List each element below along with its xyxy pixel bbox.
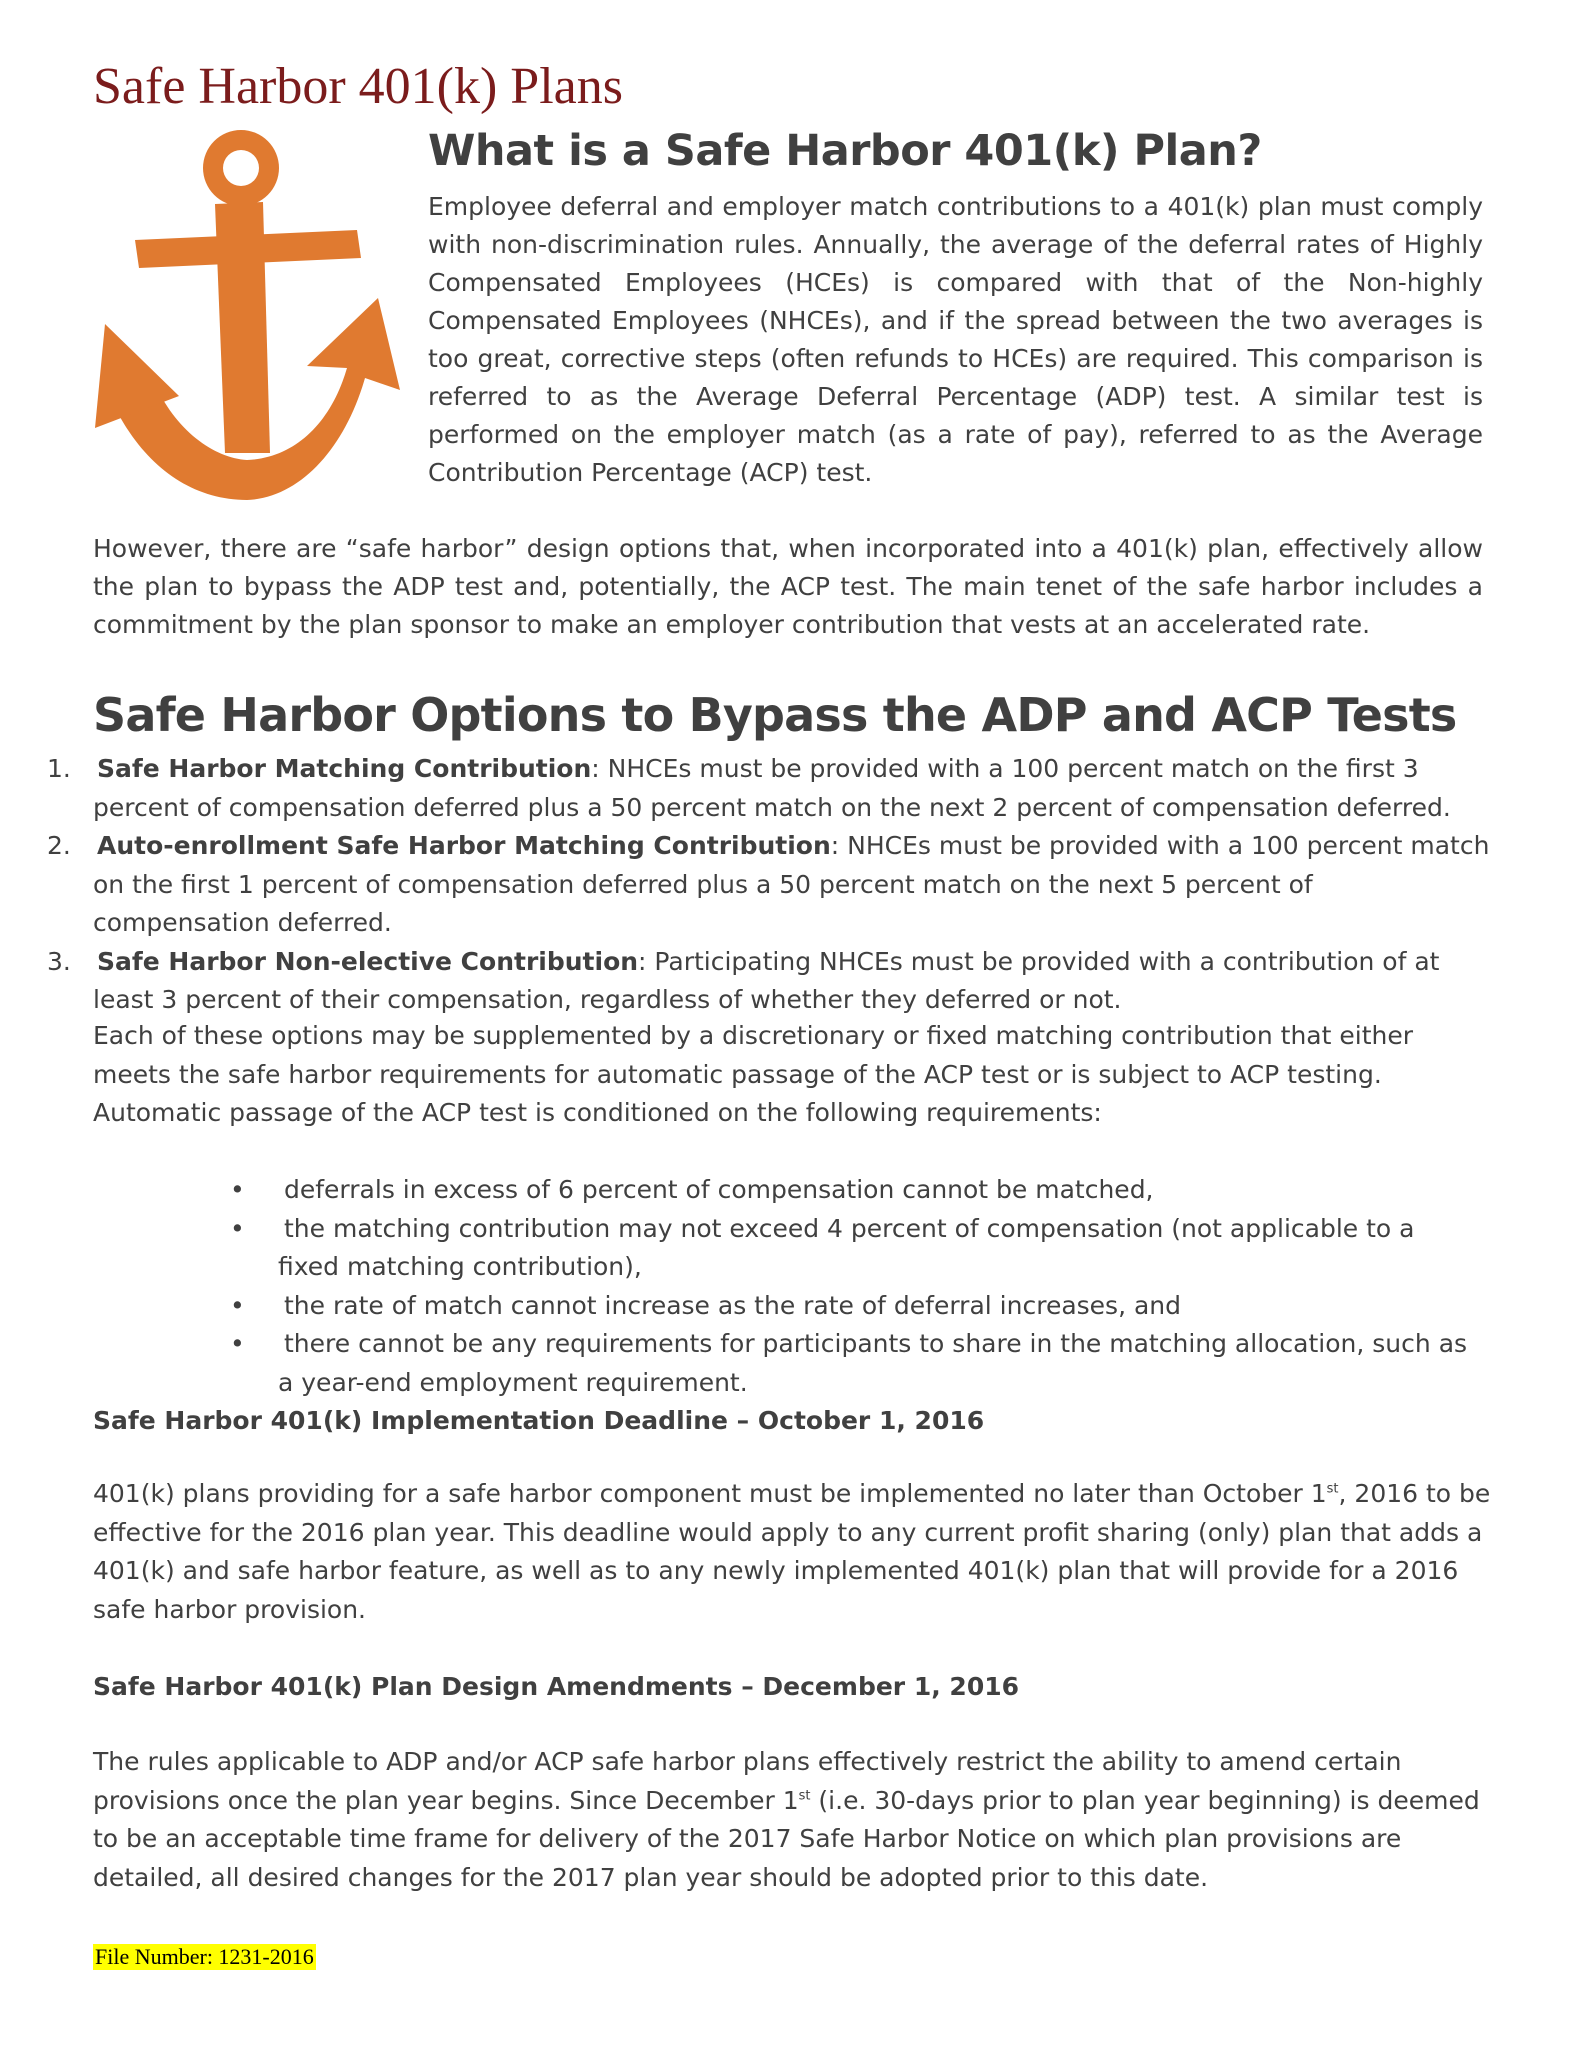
amendments-text-b: (i.e. 30-days prior to plan year beginning) is deemed to be an acceptable time frame for delivery of the 2017 Safe Harbor Notice on which plan provisions are detailed, all desired changes for the 2017 plan year should be adopted prior to this date.	[93, 1785, 1480, 1892]
anchor-icon	[95, 128, 405, 503]
requirement-text: the rate of match cannot increase as the rate of deferral increases, and	[284, 1290, 1181, 1320]
ordinal-suffix: st	[798, 1788, 811, 1804]
requirements-list	[230, 1171, 1470, 1402]
bullet-icon: •	[230, 1175, 245, 1204]
option-body	[93, 943, 1493, 1020]
option-name: Safe Harbor Non-elective Contribution	[97, 946, 639, 976]
option-item	[47, 827, 1493, 943]
option-text: : NHCEs must be provided with a 100 percent match on the first 1 percent of compensation deferred plus a 50 percent match on the next 5 percent of compensation deferred.	[93, 831, 1490, 937]
implementation-heading: Safe Harbor 401(k) Implementation Deadline – October 1, 2016	[93, 1406, 985, 1435]
implementation-paragraph	[93, 1475, 1493, 1629]
requirement-item	[230, 1210, 1470, 1287]
what-is-paragraph: Employee deferral and employer match contributions to a 401(k) plan must comply with non-discrimination rules. Annually, the average of the deferral rates of Highly Compensated Employees (HCEs) is compared with that of the Non-highly Compensated Employees (NHCEs), and if the spread between the two averages is too great, corrective steps (often refunds to HCEs) are required. This comparison is referred to as the Average Deferral Percentage (ADP) test. A similar test is performed on the employer match (as a rate of pay), referred to as the Average Contribution Percentage (ACP) test.	[428, 192, 1483, 487]
requirement-item	[230, 1287, 1470, 1326]
option-text: : NHCEs must be provided with a 100 percent match on the first 3 percent of compensation deferred plus a 50 percent match on the next 2 percent of compensation deferred.	[93, 754, 1451, 822]
option-body	[93, 827, 1493, 943]
amendments-paragraph	[93, 1743, 1493, 1897]
amendments-heading: Safe Harbor 401(k) Plan Design Amendments – December 1, 2016	[93, 1672, 1020, 1701]
bullet-icon: •	[230, 1329, 245, 1358]
requirement-item	[230, 1325, 1470, 1402]
safe-harbor-intro-paragraph: However, there are “safe harbor” design options that, when incorporated into a 401(k) plan, effectively allow the plan to bypass the ADP test and, potentially, the ACP test. The main tenet of the safe harbor includes a commitment by the plan sponsor to make an employer contribution that vests at an accelerated rate.	[93, 534, 1483, 639]
option-item	[47, 750, 1493, 827]
implementation-text-a: 401(k) plans providing for a safe harbor component must be implemented no later than October 1	[93, 1479, 1327, 1508]
implementation-text-b: , 2016 to be effective for the 2016 plan year. This deadline would apply to any current profit sharing (only) plan that adds a 401(k) and safe harbor feature, as well as to any newly implemented 401(k) plan that will provide for a 2016 safe harbor provision.	[93, 1479, 1491, 1624]
requirement-item	[230, 1171, 1470, 1210]
option-name: Safe Harbor Matching Contribution	[97, 754, 592, 783]
option-text: : Participating NHCEs must be provided with a contribution of at least 3 percent of their compensation, regardless of whether they deferred or not.	[93, 946, 1440, 1014]
options-list	[47, 750, 1493, 1020]
options-heading: Safe Harbor Options to Bypass the ADP and ACP Tests	[93, 688, 1457, 742]
requirement-text: deferrals in excess of 6 percent of compensation cannot be matched,	[284, 1175, 1154, 1204]
document-title: Safe Harbor 401(k) Plans	[93, 58, 623, 115]
option-body	[93, 750, 1493, 827]
amendments-text-a: The rules applicable to ADP and/or ACP safe harbor plans effectively restrict the ability to amend certain provisions once the plan year begins. Since December 1	[93, 1747, 1402, 1815]
option-name: Auto-enrollment Safe Harbor Matching Contribution	[97, 831, 831, 860]
option-number: 3.	[47, 946, 71, 976]
option-number: 2.	[47, 831, 71, 860]
option-number: 1.	[47, 754, 71, 783]
bullet-icon: •	[230, 1290, 245, 1320]
bullet-icon: •	[230, 1213, 245, 1243]
file-number: File Number: 1231-2016	[95, 1944, 314, 1969]
requirement-text: there cannot be any requirements for participants to share in the matching allocation, such as a year-end employment requirement.	[278, 1329, 1468, 1397]
supplement-paragraph: Each of these options may be supplemented by a discretionary or fixed matching contribution that either meets the safe harbor requirements for automatic passage of the ACP test or is subject to ACP testing. Automatic passage of the ACP test is conditioned on the following requirements:	[93, 1021, 1413, 1127]
ordinal-suffix: st	[1326, 1481, 1339, 1497]
requirement-text: the matching contribution may not exceed 4 percent of compensation (not applicable to a fixed matching contribution),	[278, 1213, 1415, 1281]
what-is-heading: What is a Safe Harbor 401(k) Plan?	[428, 126, 1262, 176]
option-item	[47, 943, 1493, 1020]
